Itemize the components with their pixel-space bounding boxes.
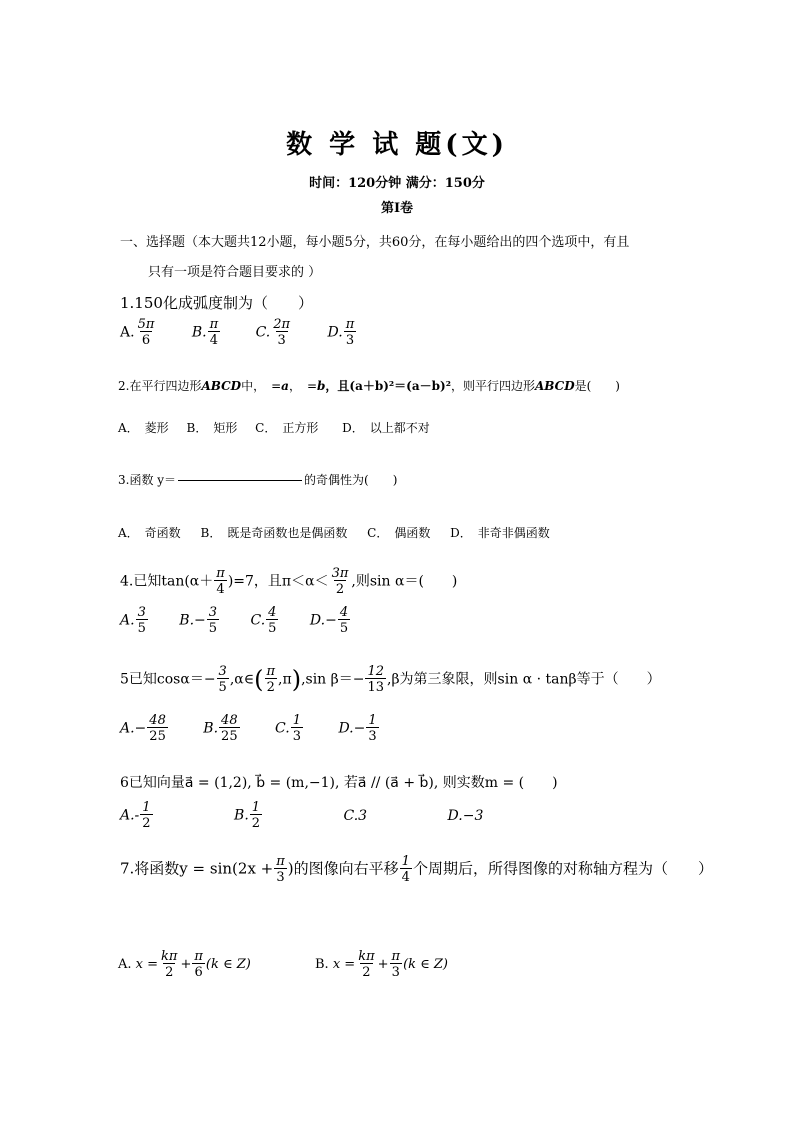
q5-option-c[interactable]: C. $\frac{1}{3}$ bbox=[275, 713, 301, 744]
page-title: 数 学 试 题(文) bbox=[286, 130, 508, 160]
volume-heading: 第Ⅰ卷 bbox=[380, 201, 414, 216]
q3-option-d[interactable]: D． 非奇非偶函数 bbox=[450, 526, 550, 540]
q2-option-d[interactable]: D． 以上都不对 bbox=[342, 421, 430, 435]
q3-option-a[interactable]: A． 奇函数 bbox=[118, 526, 181, 540]
q6-option-d[interactable]: D.−3 bbox=[447, 807, 484, 824]
q5-option-b[interactable]: B. $\frac{48}{25}$ bbox=[203, 713, 238, 744]
q5-option-d[interactable]: D.− $\frac{1}{3}$ bbox=[338, 713, 377, 744]
q1-option-c[interactable]: C. $\frac{2\pi}{3}$ bbox=[255, 317, 291, 348]
q3-options bbox=[118, 524, 550, 541]
q3-stem: 3.函数 y＝ 的奇偶性为( ) bbox=[118, 473, 398, 487]
q4-option-a[interactable]: A. $\frac{3}{5}$ bbox=[120, 605, 146, 636]
q4-options bbox=[120, 606, 351, 635]
q7-option-b[interactable]: B. x = $\frac{k\pi}{2}$ + $\frac{\pi}{3}$ (k ∈ Z) bbox=[315, 949, 449, 980]
q4-option-c[interactable]: C. $\frac{4}{5}$ bbox=[250, 605, 277, 636]
q2-option-c[interactable]: C． 正方形 bbox=[255, 421, 319, 435]
q2-stem: 2.在平行四边形ABCD中， =a， =b，且(a＋b)²＝(a－b)²，则平行四边形ABCD是( ) bbox=[118, 379, 620, 393]
q6-option-c[interactable]: C.3 bbox=[343, 807, 368, 824]
q6-option-a[interactable]: A.- $\frac{1}{2}$ bbox=[120, 800, 151, 831]
q5-option-a[interactable]: A.− $\frac{48}{25}$ bbox=[120, 713, 166, 744]
q7-options bbox=[118, 950, 448, 979]
q4-stem: 4.已知tan(α＋ $\frac{\pi}{4}$ )=7，且π＜α＜ $\frac{3\pi}{2}$ ,则sin α＝( ) bbox=[120, 566, 458, 597]
q7-stem: 7.将函数y = sin(2x + $\frac{\pi}{3}$ )的图像向右平移 $\frac{1}{4}$ 个周期后，所得图像的对称轴方程为（ ） bbox=[120, 854, 713, 885]
q3-option-c[interactable]: C． 偶函数 bbox=[367, 526, 431, 540]
q5-stem: 5已知cosα＝− $\frac{3}{5}$ ,α∈( $\frac{\pi}{2}$ ,π),sin β＝− $\frac{12}{13}$ ,β为第三象限，则sin α · tanβ等于（ ） bbox=[120, 664, 661, 695]
q4-option-d[interactable]: D.− $\frac{4}{5}$ bbox=[309, 605, 349, 636]
q3-function-blank bbox=[178, 480, 302, 481]
q5-options bbox=[120, 714, 380, 743]
q1-stem: 1.150化成弧度制为（ ） bbox=[120, 294, 313, 312]
q2-option-b[interactable]: B． 矩形 bbox=[186, 421, 238, 435]
q2-option-a[interactable]: A． 菱形 bbox=[118, 421, 169, 435]
q7-option-a[interactable]: A. x = $\frac{k\pi}{2}$ + $\frac{\pi}{6}$ (k ∈ Z) bbox=[118, 949, 251, 980]
q1-option-a[interactable]: A. $\frac{5\pi}{6}$ bbox=[120, 317, 155, 348]
section-line-1: 一、选择题（本大题共12小题，每小题5分，共60分，在每小题给出的四个选项中，有且 bbox=[120, 235, 630, 250]
q4-option-b[interactable]: B.− $\frac{3}{5}$ bbox=[179, 605, 218, 636]
q6-options bbox=[120, 801, 483, 830]
q1-options bbox=[120, 318, 357, 347]
q1-option-b[interactable]: B. $\frac{\pi}{4}$ bbox=[191, 317, 219, 348]
q1-option-d[interactable]: D. $\frac{\pi}{3}$ bbox=[327, 317, 355, 348]
q3-option-b[interactable]: B． 既是奇函数也是偶函数 bbox=[200, 526, 348, 540]
q2-options bbox=[118, 419, 430, 436]
exam-info: 时间：120分钟 满分：150分 bbox=[309, 176, 485, 191]
section-heading bbox=[120, 228, 680, 288]
q6-option-b[interactable]: B. $\frac{1}{2}$ bbox=[234, 800, 261, 831]
q6-stem: 6已知向量a⃗ = (1,2), b⃗ = (m,−1), 若a⃗ // (a⃗ + b⃗), 则实数m = ( ) bbox=[120, 775, 558, 791]
section-line-2: 只有一项是符合题目要求的 ） bbox=[148, 265, 322, 280]
